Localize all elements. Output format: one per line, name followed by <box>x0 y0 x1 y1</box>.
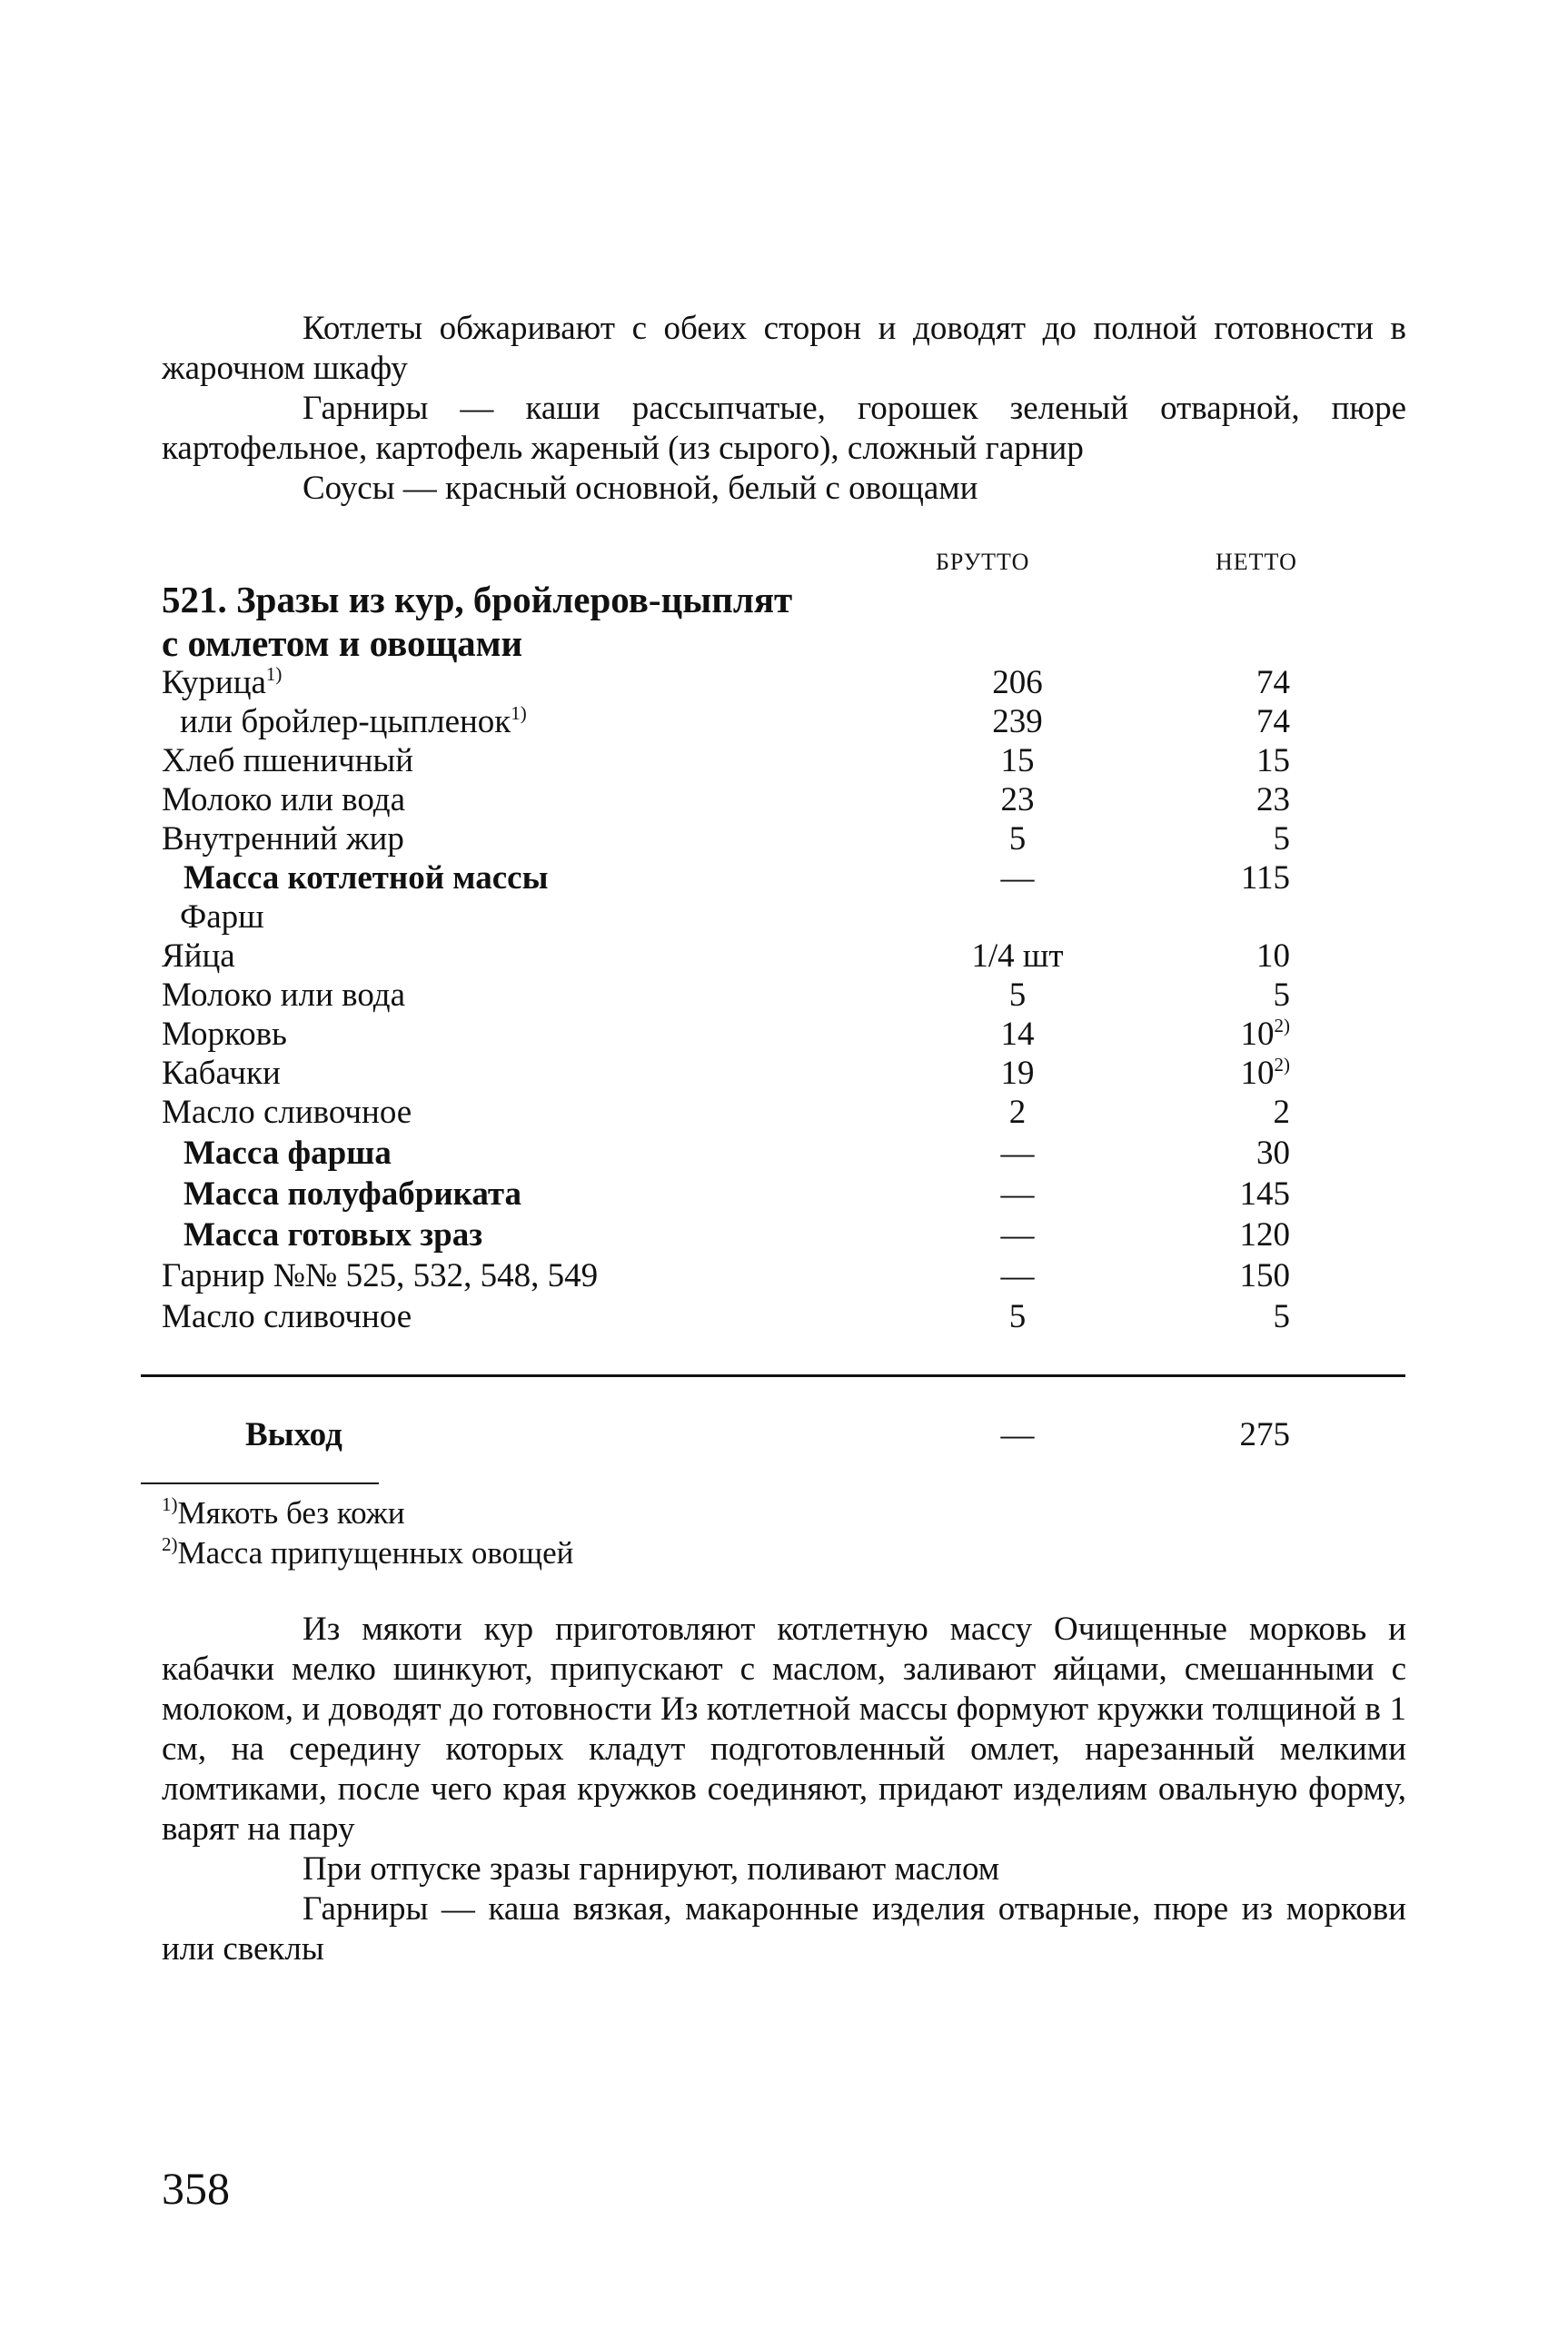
table-row <box>0 1175 1568 1215</box>
table-row <box>0 663 1568 703</box>
output-label: Выход <box>245 1416 342 1453</box>
brutto-value: 5 <box>1008 820 1027 858</box>
brutto-value: — <box>1000 859 1035 897</box>
page-number: 358 <box>162 2163 230 2214</box>
ingredient-name: Молоко или вода <box>162 977 406 1014</box>
brutto-value: 23 <box>1000 781 1035 818</box>
ingredient-name: или бройлер-цыпленок <box>180 703 511 740</box>
ingredient-name: Масло сливочное <box>162 1094 412 1131</box>
recipe-title <box>162 578 792 665</box>
method-text <box>162 1610 1406 1969</box>
brutto-value: 5 <box>1008 1298 1027 1335</box>
column-header-netto: НЕТТО <box>1216 549 1297 575</box>
footnote-mark: 1) <box>162 1493 178 1515</box>
table-row <box>0 1054 1568 1094</box>
intro-paragraph-3: Соусы — красный основной, белый с овощами <box>303 470 978 507</box>
brutto-value: 14 <box>1000 1016 1035 1053</box>
footnote-1 <box>162 1495 405 1532</box>
table-row <box>0 819 1568 859</box>
ingredient-name: Масло сливочное <box>162 1298 412 1335</box>
brutto-value: — <box>1000 1216 1035 1254</box>
netto-value: 30 <box>1256 1135 1290 1172</box>
table-row <box>0 897 1568 937</box>
footnote-ref: 1) <box>265 663 283 685</box>
footnote-text: Масса припущенных овощей <box>177 1535 574 1571</box>
subtotal-name: Масса котлетной массы <box>184 859 549 897</box>
ingredient-name: Внутренний жир <box>162 820 404 858</box>
table-row <box>0 1015 1568 1055</box>
intro-paragraph-2: Гарниры — каши рассыпчатые, горошек зеленый отварной, пюре картофельное, картофель жареный (из сырого), сложный гарнир <box>162 390 1406 467</box>
netto-value: 74 <box>1256 664 1290 701</box>
netto-value: 120 <box>1239 1216 1290 1254</box>
section-name: Фарш <box>180 898 264 936</box>
method-paragraph-1: Из мякоти кур приготовляют котлетную массу Очищенные морковь и кабачки мелко шинкуют, припускают с маслом, заливают яйцами, смешанными с молоком, и доводят до готовности Из котлетной массы формуют кружки толщиной в 1 см, на середину которых кладут подготовленный омлет, нарезанный мелкими ломтиками, после чего края кружков соединяют, придают изделиям овальную форму, варят на пару <box>162 1611 1406 1848</box>
ingredient-name: Гарнир №№ 525, 532, 548, 549 <box>162 1257 599 1294</box>
table-row <box>0 1215 1568 1255</box>
table-row <box>0 858 1568 898</box>
footnote-ref: 1) <box>511 702 527 724</box>
ingredient-name: Хлеб пшеничный <box>162 742 414 779</box>
table-row <box>0 976 1568 1016</box>
intro-text <box>162 309 1406 509</box>
subtotal-name: Масса фарша <box>184 1135 392 1172</box>
netto-value: 150 <box>1239 1257 1290 1294</box>
ingredient-name: Курица <box>162 664 266 701</box>
table-row <box>0 1093 1568 1133</box>
footnote-ref: 2) <box>1274 1054 1290 1076</box>
method-paragraph-3: Гарниры — каша вязкая, макаронные изделия отварные, пюре из моркови или свеклы <box>162 1890 1406 1968</box>
netto-value: 275 <box>1239 1416 1290 1453</box>
netto-value: 5 <box>1273 977 1290 1014</box>
table-row <box>0 937 1568 977</box>
brutto-value: 15 <box>1000 742 1035 779</box>
footnote-2 <box>162 1535 573 1572</box>
recipe-title-line-2: с омлетом и овощами <box>162 622 523 664</box>
ingredient-name: Молоко или вода <box>162 781 406 818</box>
brutto-value: — <box>1000 1175 1035 1213</box>
column-header-brutto: БРУТТО <box>936 549 1030 575</box>
ingredient-name: Яйца <box>162 937 235 975</box>
netto-value: 10 <box>1240 1055 1275 1092</box>
table-row <box>0 1256 1568 1296</box>
netto-value: 15 <box>1256 742 1290 779</box>
ingredient-name: Морковь <box>162 1016 287 1053</box>
brutto-value: 1/4 шт <box>971 937 1064 975</box>
netto-value: 145 <box>1239 1175 1290 1213</box>
table-row <box>0 741 1568 781</box>
netto-value: 2 <box>1273 1094 1290 1131</box>
table-divider <box>141 1374 1405 1377</box>
brutto-value: 5 <box>1008 977 1027 1014</box>
recipe-title-line-1: 521. Зразы из кур, бройлеров-цыплят <box>162 579 793 620</box>
netto-value: 10 <box>1256 937 1290 975</box>
netto-value: 115 <box>1240 859 1290 897</box>
netto-value: 23 <box>1256 781 1290 818</box>
footnote-text: Мякоть без кожи <box>177 1495 405 1531</box>
brutto-value: — <box>1000 1257 1035 1294</box>
netto-value: 10 <box>1240 1016 1275 1053</box>
brutto-value: 239 <box>992 703 1043 740</box>
table-row <box>0 1134 1568 1174</box>
table-row <box>0 780 1568 820</box>
table-row <box>0 1297 1568 1337</box>
footnote-mark: 2) <box>162 1533 178 1555</box>
brutto-value: — <box>1000 1135 1035 1172</box>
method-paragraph-2: При отпуске зразы гарнируют, поливают маслом <box>303 1850 1000 1888</box>
subtotal-name: Масса полуфабриката <box>184 1175 522 1213</box>
output-row <box>0 1415 1568 1455</box>
footnote-divider <box>141 1482 379 1484</box>
footnote-ref: 2) <box>1274 1015 1290 1036</box>
intro-paragraph-1: Котлеты обжаривают с обеих сторон и доводят до полной готовности в жарочном шкафу <box>162 310 1406 387</box>
netto-value: 5 <box>1273 820 1290 858</box>
subtotal-name: Масса готовых зраз <box>184 1216 483 1254</box>
brutto-value: 206 <box>992 664 1043 701</box>
ingredient-name: Кабачки <box>162 1055 281 1092</box>
netto-value: 74 <box>1256 703 1290 740</box>
brutto-value: — <box>1000 1416 1035 1453</box>
brutto-value: 2 <box>1008 1094 1027 1131</box>
brutto-value: 19 <box>1000 1055 1035 1092</box>
table-row <box>0 702 1568 742</box>
netto-value: 5 <box>1273 1298 1290 1335</box>
